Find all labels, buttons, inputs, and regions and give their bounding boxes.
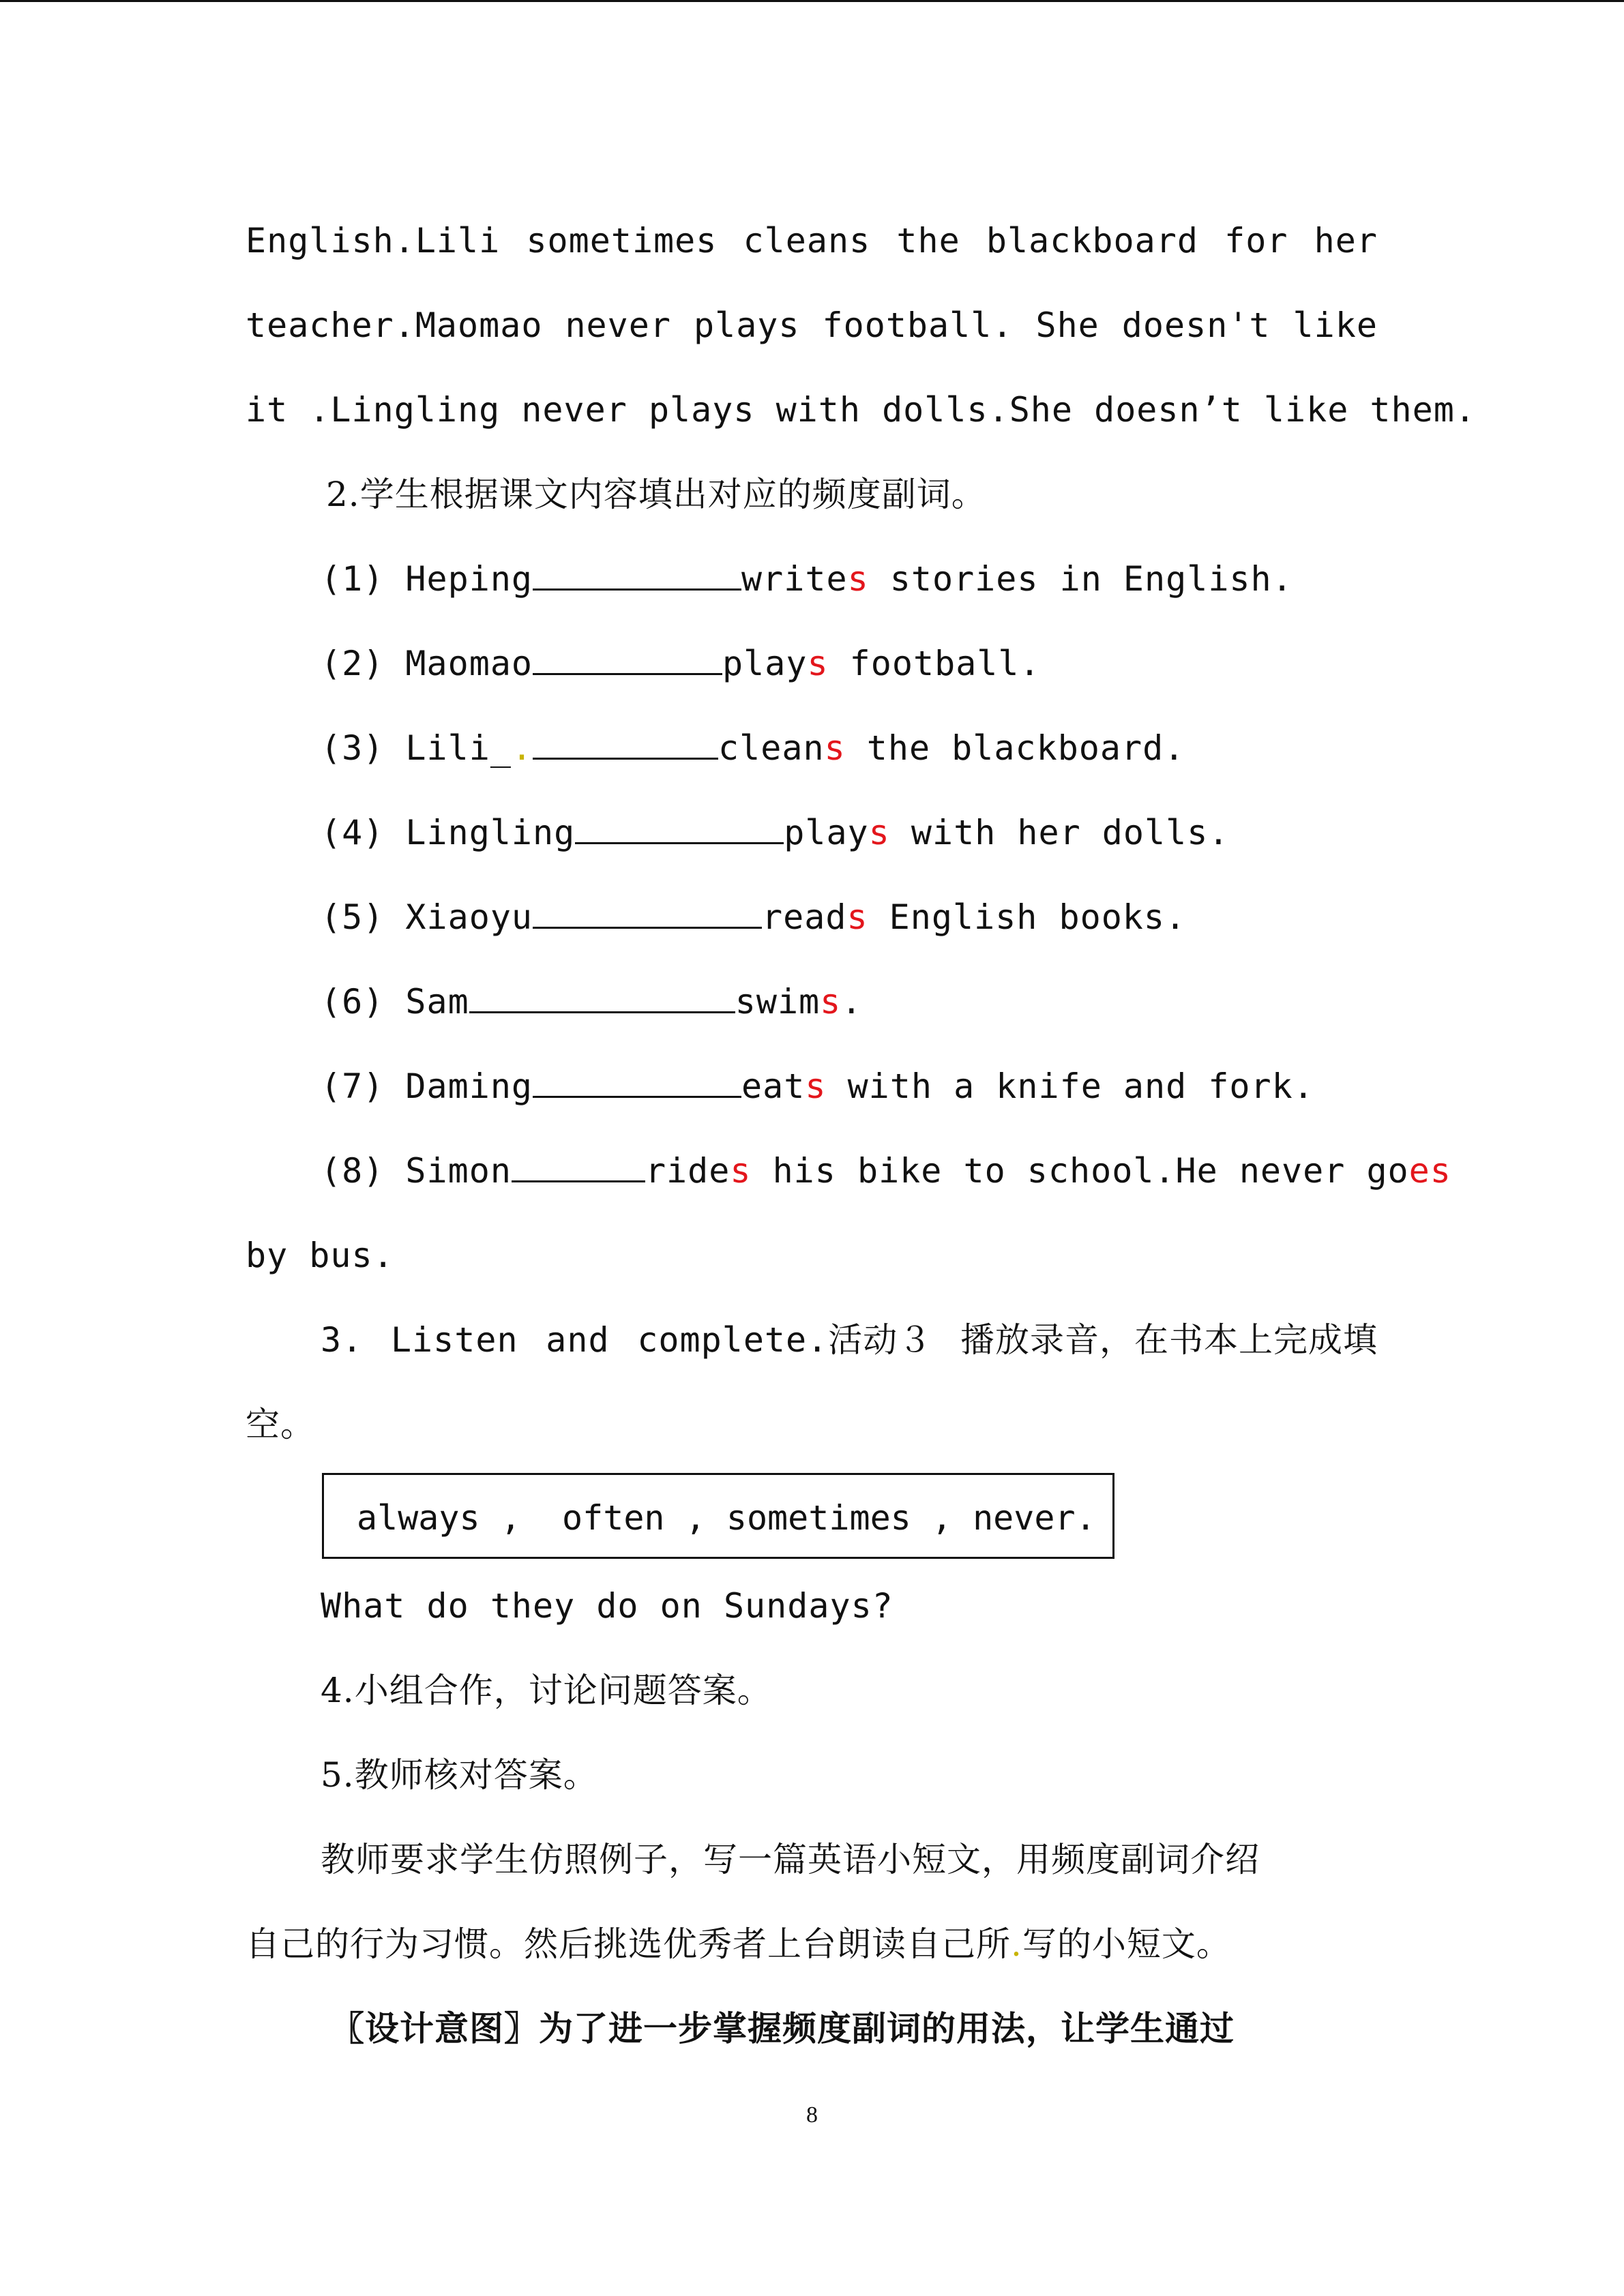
design-intent-heading: 〖设计意图〗为了进一步掌握频度副词的用法，让学生通过 (330, 2008, 1235, 2048)
word: complete.活动３ (637, 1320, 933, 1360)
exercise-verb: play (784, 813, 869, 852)
exercise-1 (321, 556, 1624, 601)
exercise-3 (321, 726, 1624, 771)
answer-blank[interactable] (469, 980, 735, 1013)
exercise-number: (3) (321, 728, 385, 768)
exercise-number: (6) (321, 982, 385, 1022)
verb-suffix: s (846, 897, 868, 937)
answer-blank[interactable] (533, 726, 718, 760)
exercise-subject: Xiaoyu (405, 897, 533, 937)
adverb-box (322, 1473, 1114, 1559)
answer-blank[interactable] (533, 557, 741, 591)
exercise-verb: ride (645, 1151, 730, 1191)
exercise-rest: stories in English. (868, 559, 1293, 599)
word: and (546, 1320, 610, 1360)
word: like (1293, 305, 1378, 345)
exercise-verb: swim (735, 982, 821, 1022)
step3-line-2: 空。 (246, 1405, 315, 1444)
word: cleans (743, 221, 871, 260)
exercise-subject: Sam (405, 982, 469, 1022)
step3-number: 3. (321, 1320, 364, 1360)
page-number: 8 (806, 2102, 818, 2128)
answer-blank[interactable] (512, 1149, 645, 1182)
exercise-8-continuation: by bus. (246, 1236, 394, 1275)
word: She (1035, 305, 1099, 345)
verb-suffix: s (805, 1067, 827, 1106)
word: 播放录音，在书本上完成填 (960, 1320, 1378, 1360)
exercise-2 (321, 641, 1624, 686)
exercise-rest: his bike to school.He never go (751, 1151, 1409, 1191)
word: sometimes (526, 221, 718, 260)
step2-heading: 2.学生根据课文内容填出对应的频度副词。 (326, 475, 986, 514)
highlight-mark: . (1011, 1924, 1022, 1964)
word: English.Lili (246, 221, 501, 260)
exercise-rest: with a knife and fork. (826, 1067, 1314, 1106)
word: her (1314, 221, 1378, 260)
word: for (1224, 221, 1288, 260)
exercise-verb: eat (741, 1067, 806, 1106)
task-text: 自己的行为习惯。然后挑选优秀者上台朗读自己所 (246, 1924, 1011, 1964)
verb-suffix: s (820, 982, 842, 1022)
exercise-number: (7) (321, 1067, 385, 1106)
exercise-number: (1) (321, 559, 385, 599)
word: Listen (390, 1320, 518, 1360)
exercise-verb: read (762, 897, 847, 937)
word: the (896, 221, 960, 260)
exercise-7 (321, 1064, 1624, 1109)
verb-suffix: s (730, 1151, 752, 1191)
exercise-number: (4) (321, 813, 385, 852)
exercise-subject: Lingling (405, 813, 576, 852)
paragraph-line-3: it .Lingling never plays with dolls.She doesn’t like them. (246, 390, 1476, 430)
verb-suffix: s (824, 728, 846, 768)
exercise-6 (321, 979, 1624, 1024)
exercise-subject: Simon (405, 1151, 512, 1191)
highlight-mark: . (511, 728, 533, 768)
step5-line: 5.教师核对答案。 (321, 1755, 598, 1795)
exercise-verb: write (741, 559, 848, 599)
exercise-rest: English books. (868, 897, 1187, 937)
paragraph-line-2 (246, 303, 1378, 348)
exercise-verb: play (722, 644, 808, 683)
word: doesn't (1121, 305, 1271, 345)
exercise-5 (321, 895, 1624, 940)
exercise-subject: Heping (405, 559, 533, 599)
exercise-rest: . (841, 982, 863, 1022)
question-line: What do they do on Sundays? (321, 1586, 894, 1626)
exercise-rest: football. (828, 644, 1041, 683)
task-line-2 (246, 1922, 1624, 1967)
exercise-rest: the blackboard. (845, 728, 1185, 768)
exercise-subject: Lili_ (405, 728, 512, 768)
exercise-4 (321, 810, 1624, 855)
step4-line: 4.小组合作，讨论问题答案。 (321, 1671, 772, 1710)
word: plays (693, 305, 800, 345)
answer-blank[interactable] (533, 1064, 741, 1098)
exercise-subject: Maomao (405, 644, 533, 683)
word: football. (822, 305, 1014, 345)
answer-blank[interactable] (533, 895, 762, 929)
exercise-rest: with her dolls. (889, 813, 1230, 852)
verb-suffix: s (868, 813, 890, 852)
task-text: 写的小短文。 (1022, 1924, 1231, 1964)
verb-suffix: s (807, 644, 829, 683)
word: blackboard (986, 221, 1198, 260)
word: never (565, 305, 671, 345)
exercise-verb: clean (718, 728, 825, 768)
exercise-number: (2) (321, 644, 385, 683)
exercise-8 (321, 1148, 1624, 1193)
verb-suffix: es (1408, 1151, 1451, 1191)
exercise-number: (8) (321, 1151, 385, 1191)
verb-suffix: s (847, 559, 869, 599)
step3-line-1 (321, 1317, 1378, 1362)
answer-blank[interactable] (533, 642, 722, 675)
top-border-line (0, 0, 1624, 2)
word: teacher.Maomao (246, 305, 543, 345)
adverb-list: always , often , sometimes , never. (357, 1498, 1096, 1538)
exercise-subject: Daming (405, 1067, 533, 1106)
exercise-number: (5) (321, 897, 385, 937)
task-line-1: 教师要求学生仿照例子，写一篇英语小短文，用频度副词介绍 (321, 1840, 1260, 1879)
paragraph-line-1 (246, 218, 1378, 263)
answer-blank[interactable] (575, 811, 784, 844)
